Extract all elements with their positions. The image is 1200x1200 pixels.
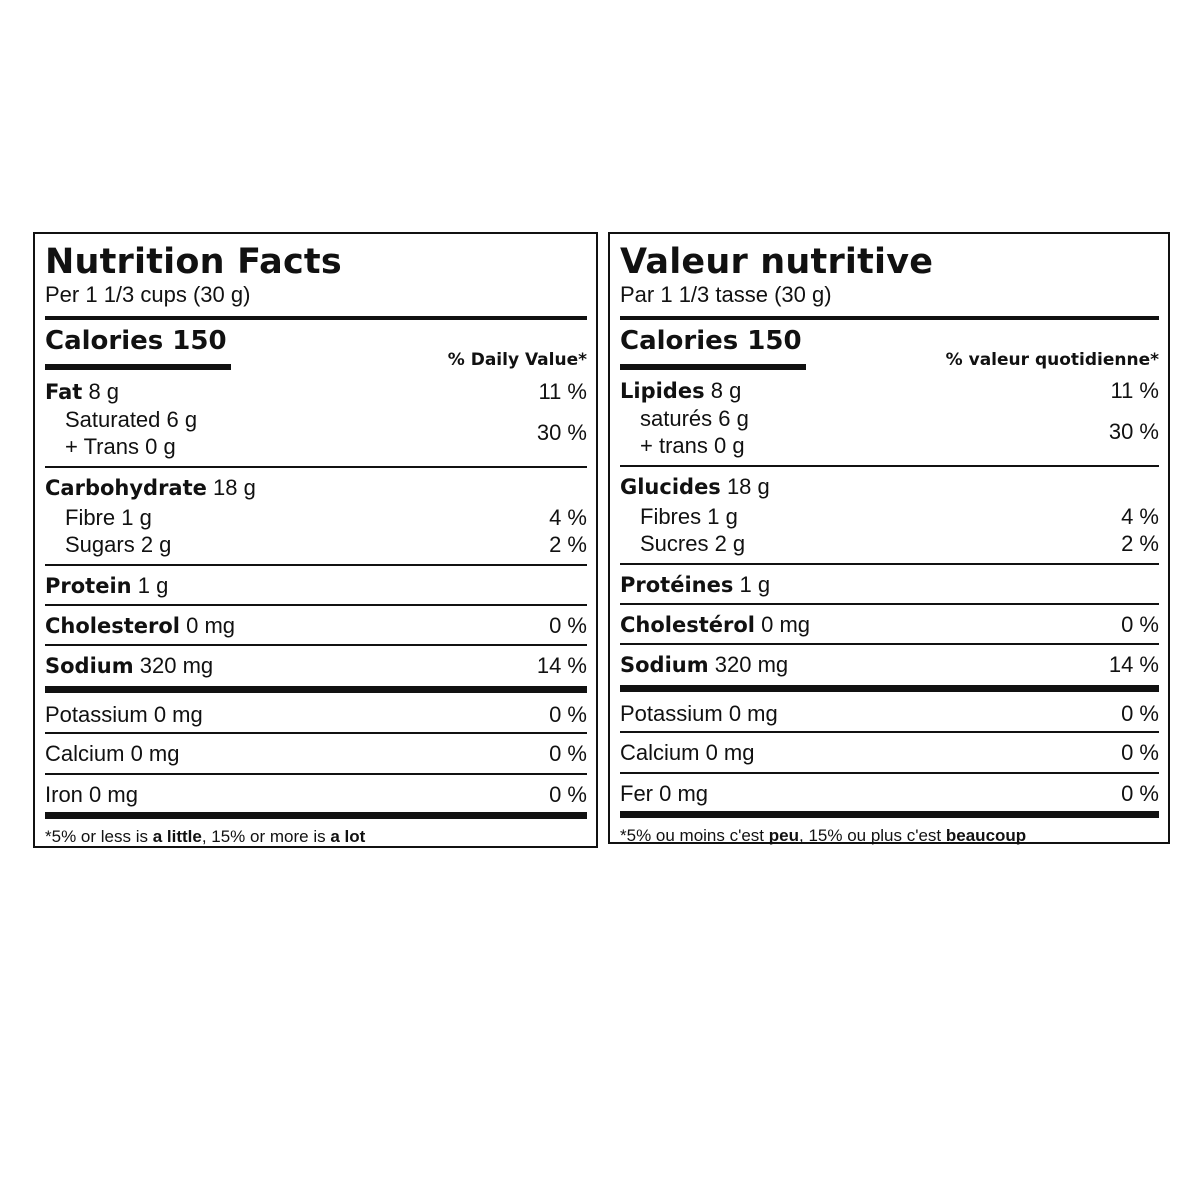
panel-title: Nutrition Facts	[45, 242, 342, 282]
footnote	[45, 827, 587, 847]
sodium-label: Sodium	[45, 654, 134, 678]
calcium-percent: 0 %	[549, 741, 587, 766]
cholesterol-amount: 0 mg	[186, 613, 236, 638]
sugars-percent: 2 %	[1121, 531, 1159, 556]
saturated-label: Saturated 6 g	[65, 407, 198, 432]
footnote-part-3: , 15% or more is	[201, 827, 331, 846]
calcium-row	[45, 740, 587, 767]
protein-row	[620, 571, 1159, 599]
potassium-percent: 0 %	[1121, 701, 1159, 726]
fat-percent: 11 %	[538, 379, 587, 404]
fat-amount: 8 g	[88, 379, 120, 404]
footnote-little: a little	[152, 827, 202, 846]
sugars-label: Sucres 2 g	[640, 531, 746, 556]
iron-row	[45, 781, 587, 808]
footnote-lot: beaucoup	[945, 826, 1027, 845]
serving-size: Par 1 1/3 tasse (30 g)	[620, 282, 832, 307]
cholesterol-percent: 0 %	[1121, 612, 1159, 637]
daily-value-header: % valeur quotidienne*	[945, 350, 1159, 370]
footnote	[620, 826, 1159, 846]
fibre-percent: 4 %	[1121, 504, 1159, 529]
carbohydrate-amount: 18 g	[726, 474, 770, 499]
cholesterol-row	[620, 611, 1159, 639]
cholesterol-percent: 0 %	[549, 613, 587, 638]
sodium-percent: 14 %	[536, 653, 587, 678]
potassium-label: Potassium 0 mg	[45, 702, 203, 727]
carbohydrate-row	[620, 473, 1159, 501]
iron-label: Iron 0 mg	[45, 782, 138, 807]
saturated-trans-percent: 30 %	[1108, 419, 1159, 444]
sugars-row	[620, 530, 1159, 557]
sodium-label: Sodium	[620, 653, 709, 677]
footnote-little: peu	[768, 826, 799, 845]
serving-size: Per 1 1/3 cups (30 g)	[45, 282, 251, 307]
iron-percent: 0 %	[1121, 781, 1159, 806]
nutrition-facts-panel-fr	[608, 232, 1170, 844]
iron-row	[620, 780, 1159, 807]
carbohydrate-label: Glucides	[620, 475, 721, 499]
sugars-row	[45, 531, 587, 558]
saturated-trans-row	[45, 406, 587, 460]
cholesterol-label: Cholesterol	[45, 614, 180, 638]
divider	[45, 812, 587, 819]
fat-row	[620, 377, 1159, 405]
calcium-label: Calcium 0 mg	[620, 740, 755, 765]
daily-value-header: % Daily Value*	[447, 350, 587, 370]
potassium-row	[620, 700, 1159, 727]
iron-label: Fer 0 mg	[620, 781, 709, 806]
divider	[620, 685, 1159, 692]
footnote-part-1: *5% ou moins c'est	[620, 826, 769, 845]
fibre-row	[620, 503, 1159, 530]
calories-underline	[620, 364, 806, 370]
sodium-amount: 320 mg	[714, 652, 789, 677]
sodium-percent: 14 %	[1108, 652, 1159, 677]
nutrition-facts-panel-en	[33, 232, 598, 848]
calcium-row	[620, 739, 1159, 766]
fibre-percent: 4 %	[549, 505, 587, 530]
calories-block	[620, 320, 1159, 374]
calcium-label: Calcium 0 mg	[45, 741, 180, 766]
calcium-percent: 0 %	[1121, 740, 1159, 765]
iron-percent: 0 %	[549, 782, 587, 807]
carbohydrate-row	[45, 474, 587, 502]
saturated-trans-row	[620, 405, 1159, 459]
fibre-row	[45, 504, 587, 531]
protein-amount: 1 g	[739, 572, 771, 597]
footnote-part-3: , 15% ou plus c'est	[799, 826, 946, 845]
calories-label: Calories 150	[620, 326, 802, 356]
divider	[45, 686, 587, 693]
potassium-percent: 0 %	[549, 702, 587, 727]
saturated-label: saturés 6 g	[640, 406, 749, 431]
saturated-trans-percent: 30 %	[536, 420, 587, 445]
protein-label: Protéines	[620, 573, 734, 597]
fibre-label: Fibres 1 g	[640, 504, 738, 529]
potassium-label: Potassium 0 mg	[620, 701, 778, 726]
carbohydrate-amount: 18 g	[213, 475, 256, 500]
calories-label: Calories 150	[45, 326, 227, 356]
sodium-amount: 320 mg	[139, 653, 214, 678]
potassium-row	[45, 701, 587, 728]
protein-amount: 1 g	[137, 573, 169, 598]
calories-block	[45, 320, 587, 374]
sugars-label: Sugars 2 g	[65, 532, 172, 557]
trans-label: + trans 0 g	[640, 433, 745, 458]
carbohydrate-label: Carbohydrate	[45, 476, 207, 500]
panel-title: Valeur nutritive	[620, 242, 934, 282]
fat-label: Lipides	[620, 379, 705, 403]
fat-label: Fat	[45, 380, 83, 404]
cholesterol-label: Cholestérol	[620, 613, 755, 637]
sodium-row	[45, 652, 587, 680]
cholesterol-row	[45, 612, 587, 640]
calories-underline	[45, 364, 231, 370]
protein-row	[45, 572, 587, 600]
fat-percent: 11 %	[1110, 378, 1159, 403]
fibre-label: Fibre 1 g	[65, 505, 152, 530]
trans-label: + Trans 0 g	[65, 434, 176, 459]
divider	[620, 811, 1159, 818]
fat-amount: 8 g	[710, 378, 742, 403]
protein-label: Protein	[45, 574, 132, 598]
footnote-lot: a lot	[330, 827, 366, 846]
footnote-part-1: *5% or less is	[45, 827, 153, 846]
sodium-row	[620, 651, 1159, 679]
sugars-percent: 2 %	[549, 532, 587, 557]
cholesterol-amount: 0 mg	[761, 612, 811, 637]
fat-row	[45, 378, 587, 406]
